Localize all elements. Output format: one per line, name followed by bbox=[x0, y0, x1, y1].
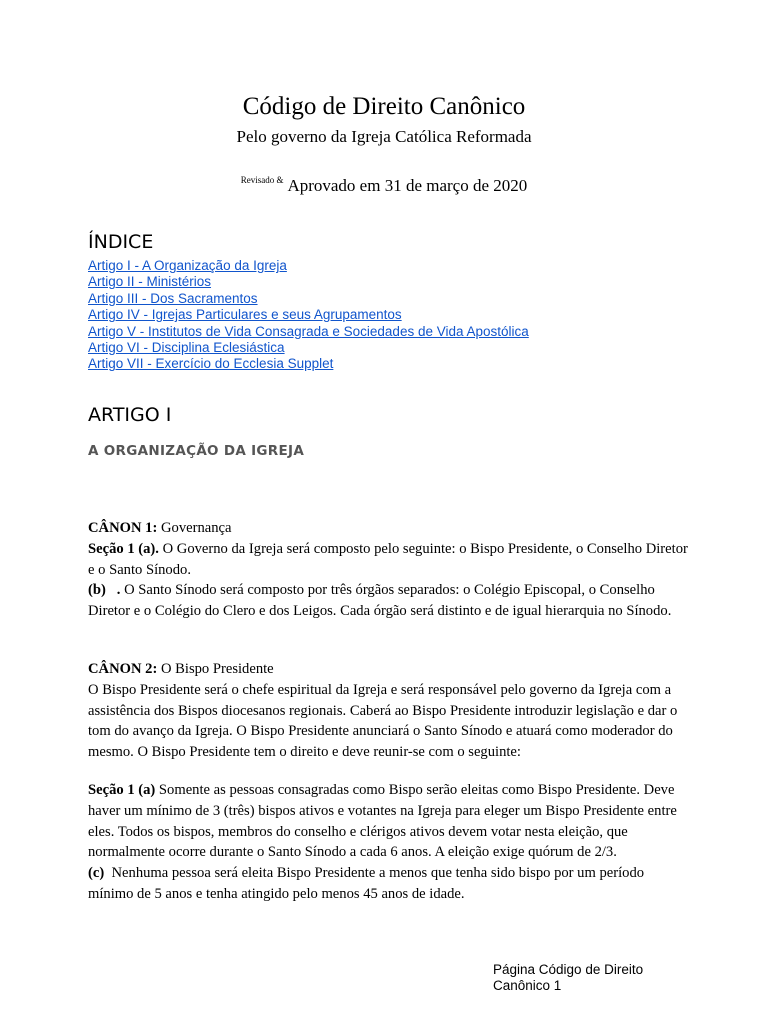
canon-2-section bbox=[88, 659, 688, 763]
index-link-artigo-2[interactable]: Artigo II - Ministérios bbox=[88, 274, 212, 290]
section-text: O Governo da Igreja será composto pelo seguinte: o Bispo Presidente, o Conselho Diretor e o Santo Sínodo. bbox=[88, 540, 688, 578]
canon-1-label: CÂNON 1: bbox=[88, 520, 158, 536]
canon-2-title: O Bispo Presidente bbox=[157, 661, 274, 677]
index-link-artigo-4[interactable]: Artigo IV - Igrejas Particulares e seus Agrupamentos bbox=[88, 307, 402, 323]
article-heading: ARTIGO I bbox=[88, 404, 172, 426]
canon-2-label: CÂNON 2: bbox=[88, 661, 158, 677]
index-link-artigo-1[interactable]: Artigo I - A Organização da Igreja bbox=[88, 258, 287, 273]
approval-line bbox=[0, 175, 768, 196]
index-link-artigo-3[interactable]: Artigo III - Dos Sacramentos bbox=[88, 290, 258, 306]
clause-text: O Santo Sínodo será composto por três órgãos separados: o Colégio Episcopal, o Conselho Diretor e o Colégio do Clero e dos Leigos. Cada órgão será distinto e de igual hierarquia no Sínodo. bbox=[88, 582, 672, 620]
canon-1-section bbox=[88, 518, 688, 622]
revised-note: Revisado & bbox=[240, 175, 284, 185]
index-link-artigo-6[interactable]: Artigo VI - Disciplina Eclesiástica bbox=[88, 340, 285, 356]
canon-2-clause-c bbox=[88, 863, 688, 905]
canon-2-intro: O Bispo Presidente será o chefe espiritual da Igreja e será responsável pelo governo da Igreja com a assistência dos Bispos diocesanos regionais. Caberá ao Bispo Presidente introduzir legislação e dar o tom do avanço da Igreja. O Bispo Presidente anunciará o Santo Sínodo e atuará como moderador do mesmo. O Bispo Presidente tem o direito e deve reunir-se com o seguinte: bbox=[88, 681, 678, 761]
canon-2-subsections bbox=[88, 780, 688, 905]
clause-label: (c) bbox=[88, 865, 105, 882]
index-item bbox=[88, 340, 529, 356]
index-item bbox=[88, 307, 529, 323]
index-item bbox=[88, 291, 529, 307]
index-item bbox=[88, 324, 529, 340]
canon-2-heading bbox=[88, 659, 688, 680]
clause-label: (b) . bbox=[88, 582, 121, 599]
index-item bbox=[88, 356, 529, 372]
section-label: Seção 1 (a) bbox=[88, 782, 156, 798]
index-item bbox=[88, 258, 529, 274]
index-heading: ÍNDICE bbox=[88, 231, 154, 253]
page-footer: Página Código de Direito Canônico 1 bbox=[493, 962, 644, 993]
clause-text: Nenhuma pessoa será eleita Bispo Presidente a menos que tenha sido bispo por um período mínimo de 5 anos e tenha atingido pelo menos 45 anos de idade. bbox=[88, 865, 648, 902]
canon-1-title: Governança bbox=[157, 520, 232, 536]
section-text: Somente as pessoas consagradas como Bispo serão eleitas como Bispo Presidente. Deve haver um mínimo de 3 (três) bispos ativos e votantes na Igreja para eleger um Bispo Presidente entre eles. Todos os bispos, membros do conselho e clérigos ativos devem votar nesta eleição, que normalmente ocorre durante o Santo Sínodo a cada 6 anos. A eleição exige quórum de 2/3. bbox=[88, 782, 677, 861]
document-title: Código de Direito Canônico bbox=[242, 93, 526, 120]
article-subheading: A ORGANIZAÇÃO DA IGREJA bbox=[88, 443, 305, 459]
document-subtitle: Pelo governo da Igreja Católica Reformada bbox=[236, 127, 532, 146]
canon-1-clause-b bbox=[88, 580, 688, 622]
index-item bbox=[88, 274, 529, 290]
index-list bbox=[88, 258, 529, 373]
index-link-artigo-5[interactable]: Artigo V - Institutos de Vida Consagrada e Sociedades de Vida Apostólica bbox=[88, 323, 529, 339]
canon-1-heading bbox=[88, 518, 688, 539]
canon-2-section-1 bbox=[88, 780, 688, 863]
canon-1-section-1 bbox=[88, 539, 688, 581]
index-link-artigo-7[interactable]: Artigo VII - Exercício do Ecclesia Supplet bbox=[88, 356, 334, 372]
approval-date: Aprovado em 31 de março de 2020 bbox=[287, 176, 528, 195]
section-label: Seção 1 (a). bbox=[88, 540, 159, 557]
